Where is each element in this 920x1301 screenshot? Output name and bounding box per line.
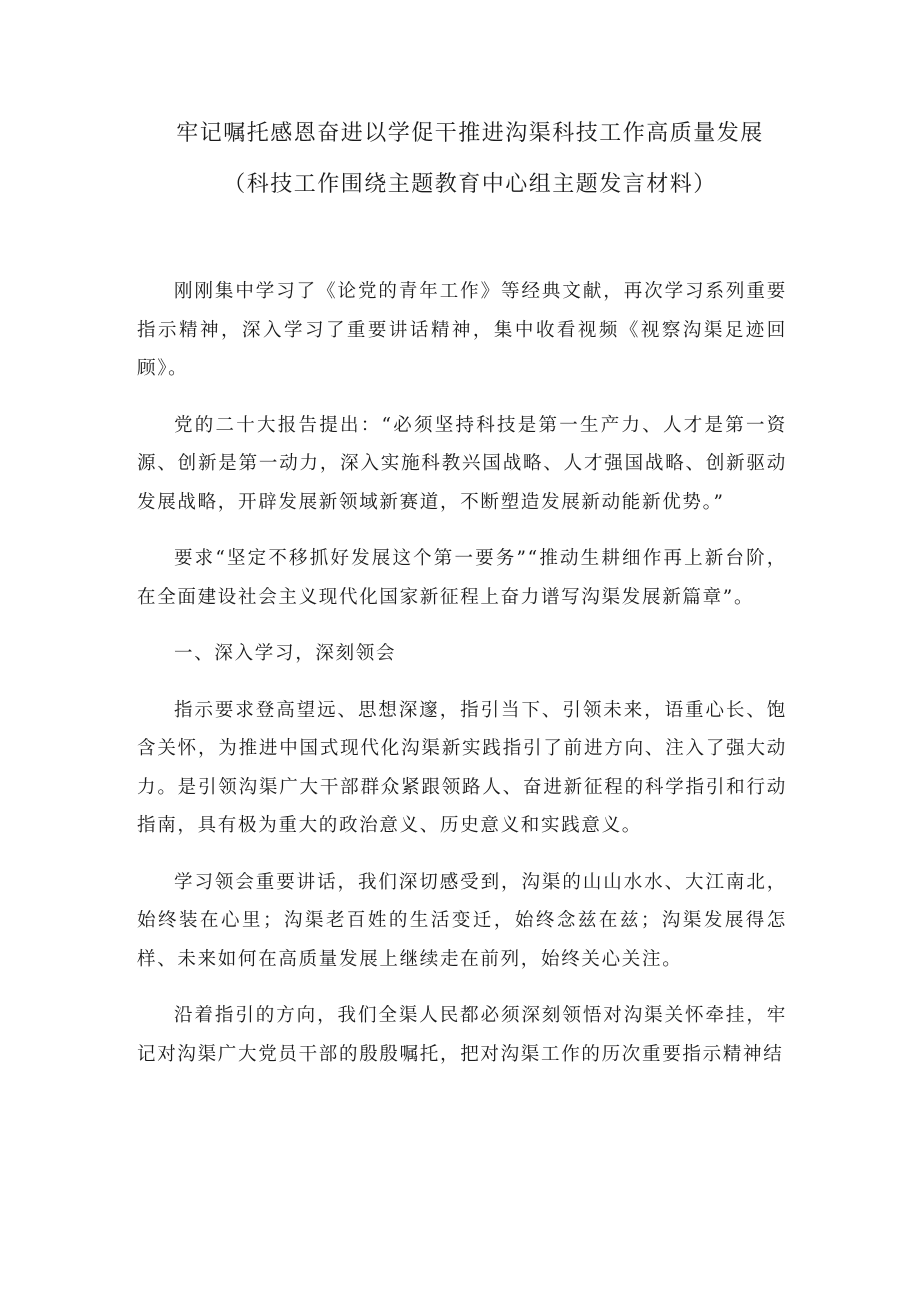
paragraph-learning: 学习领会重要讲话，我们深切感受到，沟渠的山山水水、大江南北，始终装在心里；沟渠老百姓的生活变迁，始终念兹在兹；沟渠发展得怎样、未来如何在高质量发展上继续走在前列，始终关心关注。 [137, 871, 787, 970]
document-title [120, 112, 820, 207]
title-main: 牢记嘱托感恩奋进以学促干推进沟渠科技工作高质量发展 [176, 121, 764, 146]
paragraph-guidance: 沿着指引的方向，我们全渠人民都必须深刻领悟对沟渠关怀牵挂，牢记对沟渠广大党员干部的殷殷嘱托，把对沟渠工作的历次重要指示精神结 [137, 1005, 787, 1065]
paragraph-requirements: 要求“坚定不移抓好发展这个第一要务”“推动生耕细作再上新台阶，在全面建设社会主义现代化国家新征程上奋力谱写沟渠发展新篇章”。 [137, 548, 787, 608]
paragraph-instructions: 指示要求登高望远、思想深邃，指引当下、引领未来，语重心长、饱含关怀，为推进中国式现代化沟渠新实践指引了前进方向、注入了强大动力。是引领沟渠广大干部群众紧跟领路人、奋进新征程的科学指引和行动指南，具有极为重大的政治意义、历史意义和实践意义。 [137, 699, 787, 836]
section-heading-1: 一、深入学习，深刻领会 [174, 643, 397, 664]
paragraph-study-intro: 刚刚集中学习了《论党的青年工作》等经典文献，再次学习系列重要指示精神，深入学习了重要讲话精神，集中收看视频《视察沟渠足迹回顾》。 [137, 281, 787, 379]
paragraph-report-quote: 党的二十大报告提出：“必须坚持科技是第一生产力、人才是第一资源、创新是第一动力，深入实施科教兴国战略、人才强国战略、创新驱动发展战略，开辟发展新领域新赛道，不断塑造发展新动能新优势。” [137, 414, 787, 513]
title-subtitle: （科技工作围绕主题教育中心组主题发言材料） [223, 172, 717, 197]
document-body [137, 273, 787, 1092]
